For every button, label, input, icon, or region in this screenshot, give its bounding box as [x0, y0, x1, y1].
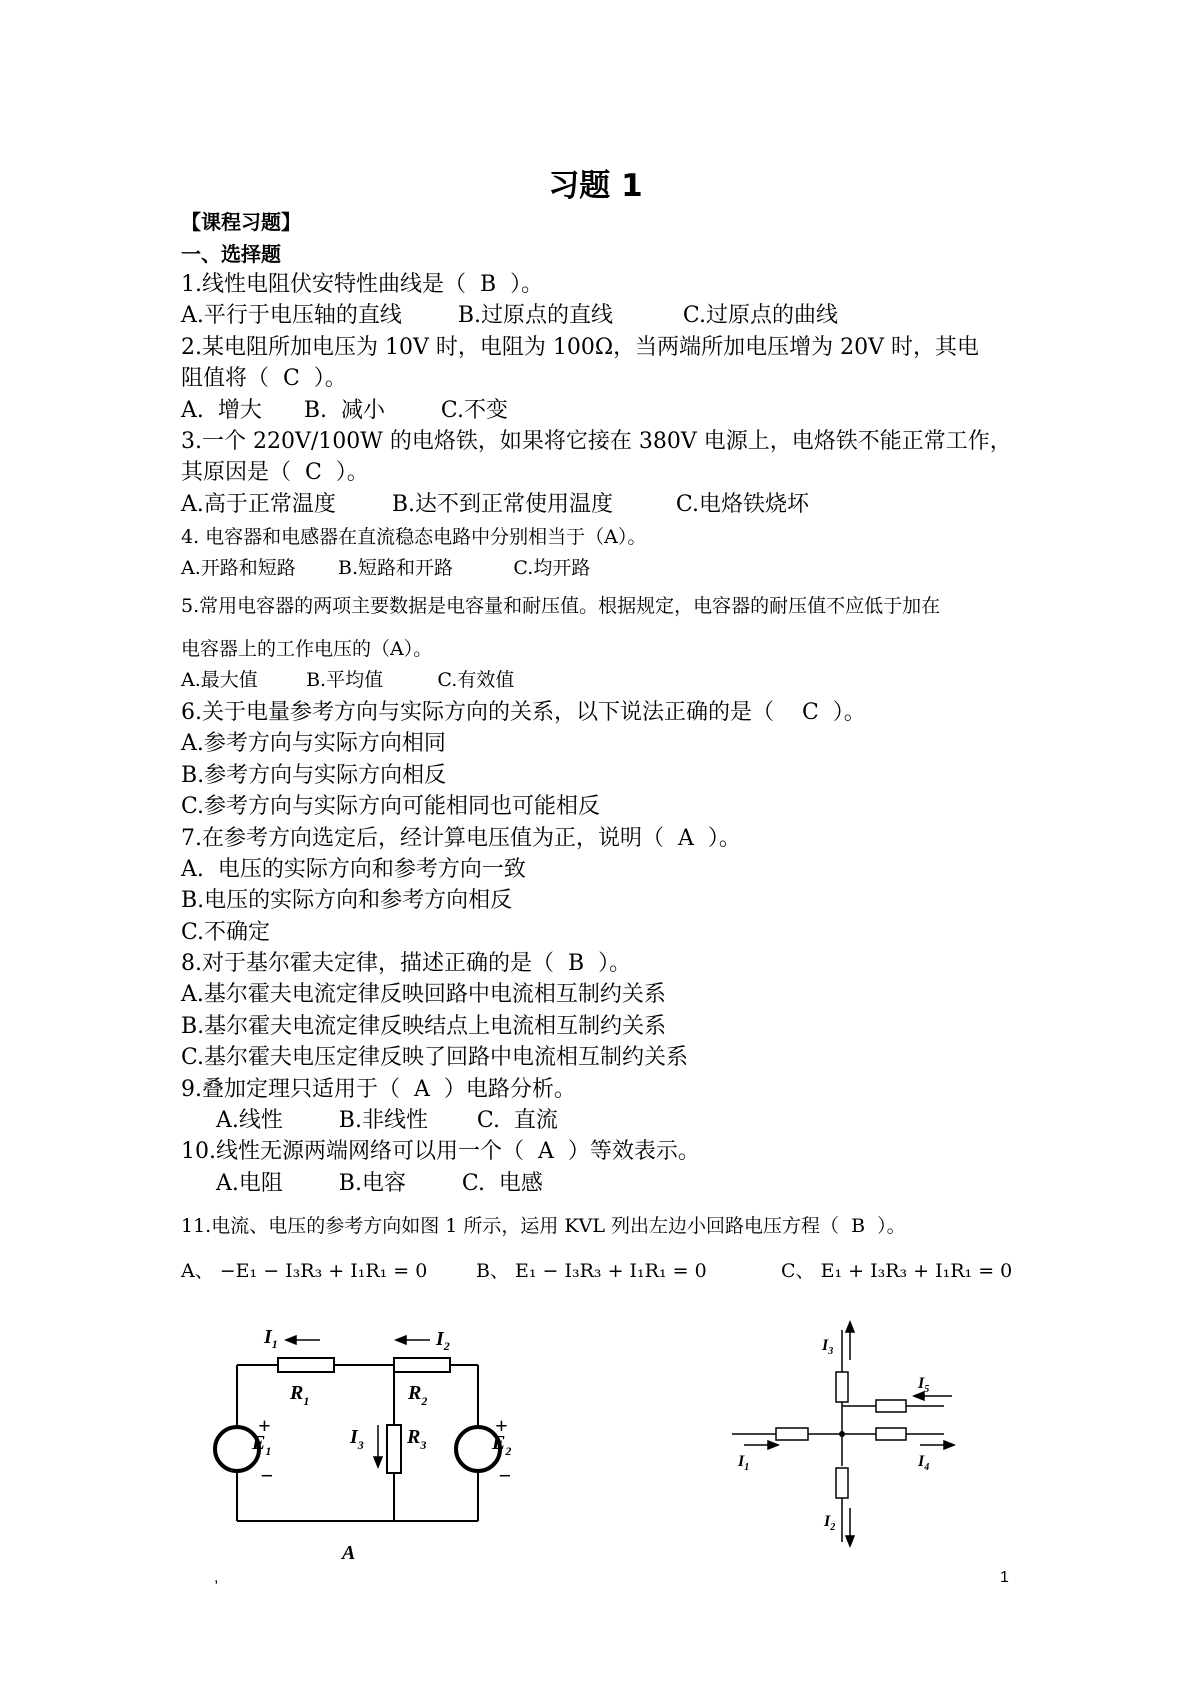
option-line: B.电压的实际方向和参考方向相反	[181, 888, 513, 913]
plus-sign-e2: +	[495, 1413, 508, 1438]
minus-sign-e1: −	[260, 1463, 274, 1488]
section-heading: 【课程习题】	[181, 210, 301, 234]
page-title: 习题 1	[548, 168, 643, 204]
option-line: C.参考方向与实际方向可能相同也可能相反	[181, 794, 601, 819]
option-line: A.最大值 B.平均值 C.有效值	[181, 669, 515, 691]
formula-option-b: B、 E₁ − I₃R₃ + I₁R₁ = 0	[476, 1260, 707, 1282]
label-E2: $E_2$	[492, 1432, 512, 1458]
label-I2: $I_2$	[824, 1513, 836, 1533]
option-line: A.参考方向与实际方向相同	[181, 731, 446, 756]
option-line: A. 电压的实际方向和参考方向一致	[181, 857, 526, 882]
question-line: 7.在参考方向选定后，经计算电压值为正，说明（ A ）。	[181, 826, 741, 851]
label-I4: $I_4$	[918, 1453, 930, 1473]
option-line: A.高于正常温度 B.达不到正常使用温度 C.电烙铁烧坏	[181, 492, 809, 517]
subsection-heading: 一、选择题	[181, 242, 281, 266]
question-line: 阻值将（ C ）。	[181, 366, 347, 391]
option-line: B.基尔霍夫电流定律反映结点上电流相互制约关系	[181, 1014, 667, 1039]
option-line: C.不确定	[181, 920, 271, 945]
footer-mark: ,	[214, 1569, 219, 1586]
option-line: B.参考方向与实际方向相反	[181, 763, 447, 788]
question-line: 9.叠加定理只适用于（ A ）电路分析。	[181, 1077, 576, 1102]
question-line: 4. 电容器和电感器在直流稳态电路中分别相当于（A）。	[181, 526, 647, 548]
circuit-figure-2	[730, 1320, 970, 1550]
option-line: A.基尔霍夫电流定律反映回路中电流相互制约关系	[181, 982, 666, 1007]
option-line: C.基尔霍夫电压定律反映了回路中电流相互制约关系	[181, 1045, 689, 1070]
option-line: A.电阻 B.电容 C. 电感	[181, 1171, 543, 1196]
label-I2: $I_2$	[436, 1328, 450, 1353]
formula-option-c: C、 E₁ + I₃R₃ + I₁R₁ = 0	[781, 1260, 1013, 1282]
label-R2: $R_2$	[408, 1382, 428, 1408]
option-line: A.开路和短路 B.短路和开路 C.均开路	[181, 557, 591, 579]
figure-caption: A	[342, 1542, 356, 1564]
question-line: 3.一个 220V/100W 的电烙铁，如果将它接在 380V 电源上，电烙铁不能正常工作，	[181, 429, 1012, 454]
label-E1: $E_1$	[252, 1432, 272, 1458]
circuit-figure-1	[200, 1325, 600, 1565]
question-line: 11.电流、电压的参考方向如图 1 所示，运用 KVL 列出左边小回路电压方程（ B ）。	[181, 1215, 906, 1237]
question-line: 8.对于基尔霍夫定律，描述正确的是（ B ）。	[181, 951, 632, 976]
label-R3: $R_3$	[407, 1426, 427, 1452]
question-line: 5.常用电容器的两项主要数据是电容量和耐压值。根据规定，电容器的耐压值不应低于加在	[181, 595, 941, 617]
label-I1: $I_1$	[264, 1326, 278, 1351]
plus-sign-e1: +	[258, 1413, 271, 1438]
question-line: 电容器上的工作电压的（A）。	[181, 638, 433, 660]
question-line: 2.某电阻所加电压为 10V 时，电阻为 100Ω，当两端所加电压增为 20V 时，其电	[181, 335, 979, 360]
question-line: 其原因是（ C ）。	[181, 460, 369, 485]
question-line: 10.线性无源两端网络可以用一个（ A ）等效表示。	[181, 1139, 700, 1164]
option-line: A.平行于电压轴的直线 B.过原点的直线 C.过原点的曲线	[181, 303, 838, 328]
label-I5: $I_5$	[918, 1375, 930, 1395]
option-line: A. 增大 B. 减小 C.不变	[181, 398, 508, 423]
label-R1: $R_1$	[290, 1382, 310, 1408]
label-I3: $I_3$	[350, 1426, 364, 1452]
minus-sign-e2: −	[498, 1463, 512, 1488]
question-line: 6.关于电量参考方向与实际方向的关系，以下说法正确的是（ C ）。	[181, 700, 866, 725]
page-number: 1	[1000, 1569, 1009, 1586]
formula-option-a: A、 −E₁ − I₃R₃ + I₁R₁ = 0	[181, 1260, 428, 1282]
question-line: 1.线性电阻伏安特性曲线是（ B ）。	[181, 272, 544, 297]
option-line: A.线性 B.非线性 C. 直流	[181, 1108, 558, 1133]
label-I1: $I_1$	[738, 1453, 750, 1473]
label-I3: $I_3$	[822, 1337, 834, 1357]
